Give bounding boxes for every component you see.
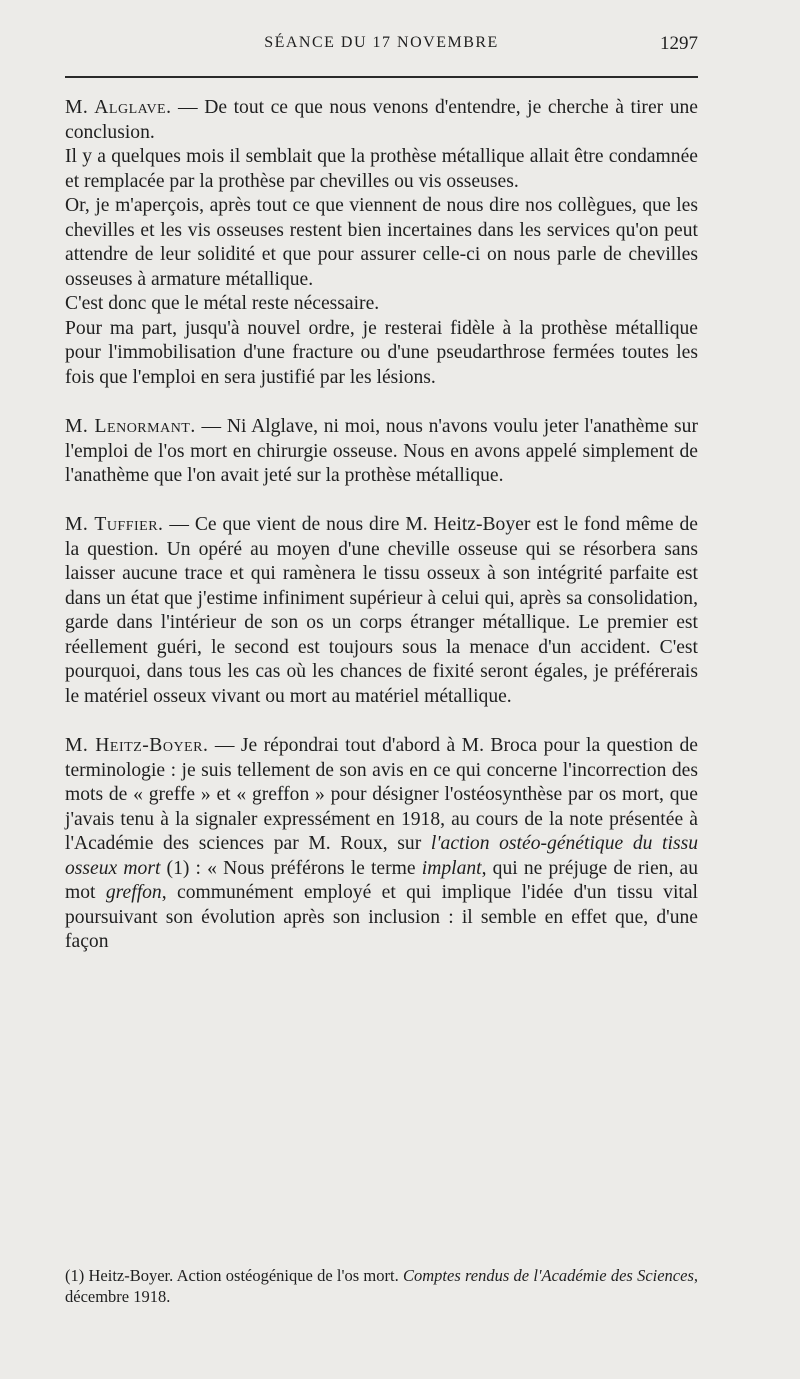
footnote-text: (1) Heitz-Boyer. Action ostéogénique de l'os mort. [65,1266,403,1285]
footnote-text: , décembre 1918. [65,1266,698,1306]
header-rule [65,76,698,78]
paragraph-gap [65,391,698,416]
speaker-name: M. Tuffier. [65,514,164,536]
footnote [65,1265,698,1307]
italic-title: l'action ostéo-génétique du tissu osseux mort [65,833,698,879]
speaker-name: M. Alglave. [65,97,172,118]
paragraph-text: C'est donc que le métal reste nécessaire. [65,293,380,315]
paragraph-text: Il y a quelques mois il semblait que la prothèse métallique allait être condamnée et remplacée par la prothèse par chevilles ou vis osseuses. [65,146,698,192]
body-text [65,96,698,955]
paragraph-text: Pour ma part, jusqu'à nouvel ordre, je resterai fidèle à la prothèse métallique pour l'immobilisation d'une fracture ou d'une pseudarthrose fermées toutes les fois que l'emploi en sera justifié par les lésions. [65,317,698,389]
speaker-name: M. Lenormant. [65,416,196,438]
page-number: 1297 [660,33,698,54]
page-header [65,34,698,62]
paragraph-lenormant [65,415,698,489]
paragraph-text: — De tout ce que nous venons d'entendre, je cherche à tirer une conclusion. [65,97,698,143]
paragraph-alglave [65,96,698,145]
italic-term: greffon [105,882,162,904]
paragraph-gap [65,710,698,735]
paragraph-text: , qui ne préjuge de rien, au mot [65,857,699,904]
italic-term: implant [421,857,482,879]
paragraph-text: Or, je m'aperçois, après tout ce que viennent de nous dire nos collègues, que les chevilles et les vis osseuses restent bien incertaines dans les services qu'on peut attendre de leur solidité et que pour assurer celle-ci on nous parle de chevilles osseuses à armature métallique. [65,195,698,290]
paragraph-text: — Je répondrai tout d'abord à M. Broca pour la question de terminologie : je suis tellement de son avis en ce qui concerne l'incorrection des mots de « greffe » et « greffon » pour désigner l'ostéosynthèse par os mort, que j'avais tenu à la signaler expressément en 1918, au cours de la note présentée à l'Académie des sciences par M. Roux, sur [65,735,698,855]
paragraph-text: — Ni Alglave, ni moi, nous n'avons voulu jeter l'anathème sur l'emploi de l'os mort en chirurgie osseuse. Nous en avons appelé simplement de l'anathème que l'on avait jeté sur la prothèse métallique. [65,416,698,487]
footnotes [65,1265,698,1307]
paragraph-text: (1) : « Nous préférons le terme [160,857,422,879]
paragraph-text: , communément employé et qui implique l'idée d'un tissu vital poursuivant son évolution après son inclusion : il semble en effet que, d'une façon [65,882,698,953]
paragraph-text: — Ce que vient de nous dire M. Heitz-Boyer est le fond même de la question. Un opéré au moyen d'une cheville osseuse qui se résorbera sans laisser aucune trace et qui ramènera le tissu osseux à son intégrité parfaite est dans un état que j'estime infiniment supérieur à celui qui, après sa consolidation, garde dans l'intérieur de son os un corps étranger métallique. Le premier est réellement guéri, le second est toujours sous la menace d'un accident. C'est pourquoi, dans tous les cas où les chances de fixité seront égales, je préférerais le matériel osseux vivant ou mort au matériel métallique. [65,514,698,708]
paragraph-gap [65,489,698,514]
paragraph-heitz-boyer [65,734,698,955]
running-head: SÉANCE DU 17 NOVEMBRE [264,34,499,51]
footnote-italic: Comptes rendus de l'Académie des Sciences [402,1266,694,1285]
paragraph-tuffier [65,513,698,709]
speaker-name: M. Heitz-Boyer. [65,735,209,757]
